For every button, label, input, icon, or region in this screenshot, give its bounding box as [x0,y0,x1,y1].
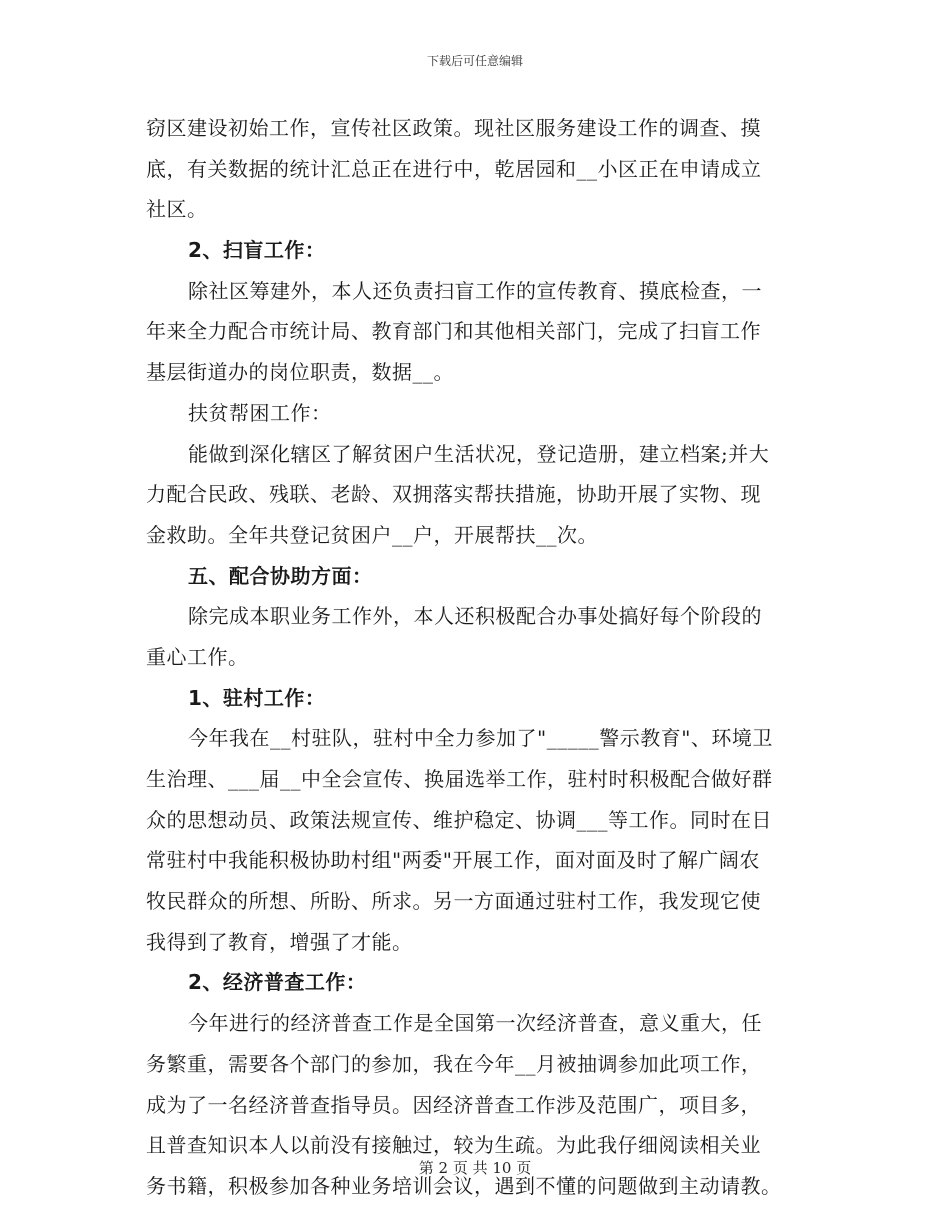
body-text-line: 我得到了教育，增强了才能。 [146,929,413,954]
body-text-line: 能做到深化辖区了解贫困户生活状况，登记造册，建立档案;并大 [188,441,770,466]
body-text-line: 年来全力配合市统计局、教育部门和其他相关部门，完成了扫盲工作 [146,319,761,344]
body-text-line: 务书籍，积极参加各种业务培训会议，遇到不懂的问题做到主动请教。 [146,1173,782,1198]
body-text-line: 牧民群众的所想、所盼、所求。另一方面通过驻村工作，我发现它使 [146,889,761,914]
body-text-line: 生治理、___届__中全会宣传、换届选举工作，驻村时积极配合做好群 [146,767,773,791]
body-text-line: 底，有关数据的统计汇总正在进行中，乾居园和__小区正在申请成立 [146,156,762,181]
body-text-line: 力配合民政、残联、老龄、双拥落实帮扶措施，协助开展了实物、现 [146,482,761,507]
page-footer-number: 第 2 页 共 10 页 [418,1159,532,1177]
body-text-line: 今年进行的经济普查工作是全国第一次经济普查，意义重大，任 [188,1011,762,1036]
section-heading: 2、经济普查工作： [188,970,367,995]
body-text-line: 今年我在__村驻队，驻村中全力参加了"_____警示教育"、环境卫 [188,726,773,751]
body-text-line: 除完成本职业务工作外，本人还积极配合办事处搞好每个阶段的 [188,604,762,629]
body-text-line: 众的思想动员、政策法规宣传、维护稳定、协调___等工作。同时在日 [146,807,772,832]
section-heading: 1、驻村工作： [188,685,326,710]
body-text-line: 常驻村中我能积极协助村组"两委"开展工作，面对面及时了解广阔农 [146,848,760,873]
body-text-line: 扶贫帮困工作： [188,400,332,425]
body-text-line: 基层街道办的岗位职责，数据__。 [146,360,454,385]
body-text-line: 社区。 [146,197,208,222]
body-text-line: 金救助。全年共登记贫困户__户，开展帮扶__次。 [146,522,598,547]
body-text-line: 且普查知识本人以前没有接触过，较为生疏。为此我仔细阅读相关业 [146,1133,761,1158]
body-text-line: 窃区建设初始工作，宣传社区政策。现社区服务建设工作的调查、摸 [146,116,761,140]
section-heading: 五、配合协助方面： [188,563,373,588]
body-text-line: 务繁重，需要各个部门的参加，我在今年__月被抽调参加此项工作， [146,1051,762,1076]
body-text-line: 成为了一名经济普查指导员。因经济普查工作涉及范围广，项目多， [146,1092,761,1117]
body-text-line: 除社区筹建外，本人还负责扫盲工作的宣传教育、摸底检查，一 [188,278,762,303]
section-heading: 2、扫盲工作： [188,238,326,263]
body-text-line: 重心工作。 [146,644,249,669]
document-body [146,108,806,1207]
page-header-note: 下载后可任意编辑 [426,54,523,68]
